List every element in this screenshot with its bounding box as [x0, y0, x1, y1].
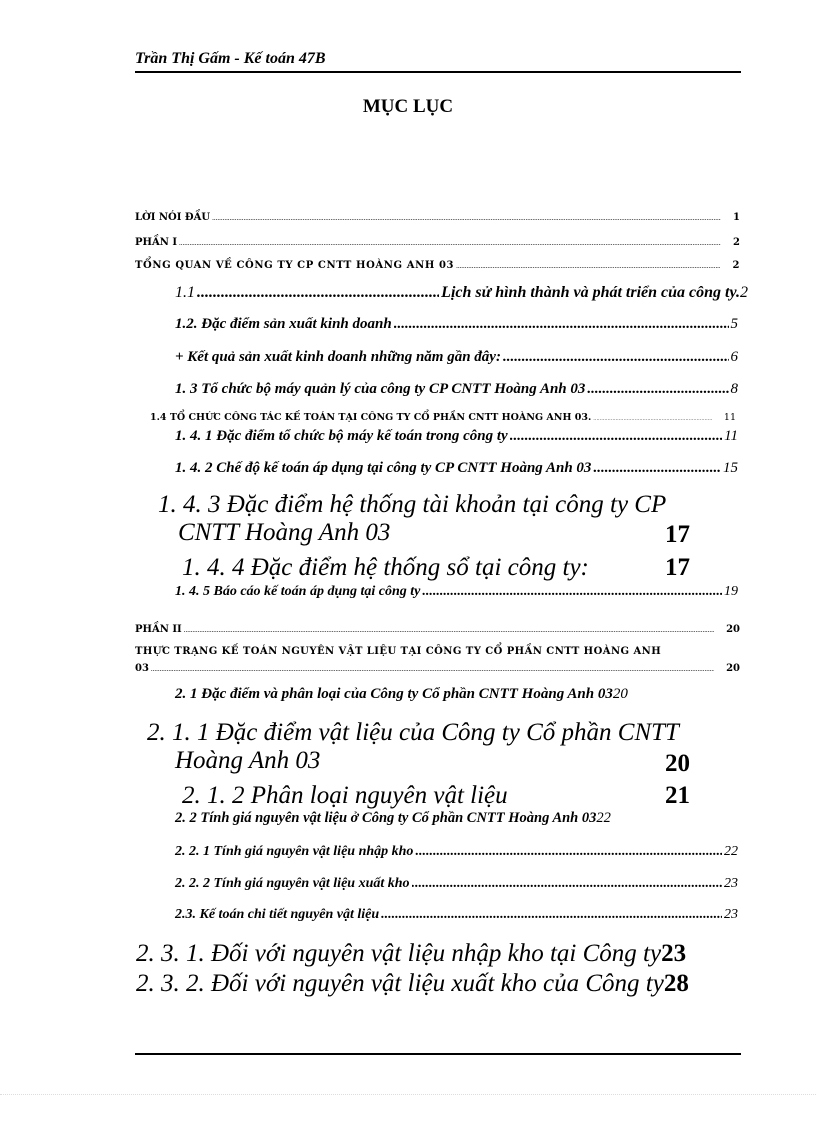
toc-page: 17: [665, 521, 690, 548]
toc-label: PHẦN II: [135, 624, 182, 635]
toc-page: 22: [724, 844, 738, 859]
toc-label: 2.3. Kế toán chi tiết nguyên vật liệu: [175, 907, 380, 922]
toc-leader: [394, 316, 729, 333]
toc-leader: [415, 844, 722, 860]
toc-label: 2. 3. 2. Đối với nguyên vật liệu xuất kho của Công ty: [136, 970, 664, 997]
page-header-author: Trần Thị Gấm - Kế toán 47B: [135, 50, 326, 67]
toc-entry-loi-noi-dau[interactable]: [135, 212, 740, 223]
toc-label: LỜI NÓI ĐẦU: [135, 212, 211, 223]
toc-label: 1.2. Đặc điểm sản xuất kinh doanh: [175, 316, 392, 332]
toc-label: 2. 1. 1 Đặc điểm vật liệu của Công ty Cổ phần CNTT: [147, 719, 679, 746]
toc-label: 2. 1. 2 Phân loại nguyên vật liệu: [182, 782, 508, 809]
toc-page: 21: [665, 782, 690, 809]
toc-page: 2: [733, 237, 740, 248]
toc-label: 1. 4. 4 Đặc điểm hệ thống sổ tại công ty:: [182, 554, 589, 581]
toc-label: 2. 1 Đặc điểm và phân loại của Công ty Cổ phần CNTT Hoàng Anh 03: [175, 686, 613, 702]
toc-label-2: 03: [135, 663, 149, 674]
toc-page: 8: [730, 381, 738, 397]
toc-entry-ket-qua[interactable]: [175, 349, 738, 366]
toc-leader: [593, 412, 712, 423]
toc-page: 2: [740, 284, 748, 301]
toc-leader: [212, 212, 721, 223]
toc-page: 11: [723, 412, 736, 423]
toc-page: 28: [663, 970, 689, 997]
footer-rule: [135, 1053, 741, 1055]
toc-label: 1. 4. 1 Đặc điểm tổ chức bộ máy kế toán trong công ty: [175, 428, 508, 444]
toc-label: 2. 3. 1. Đối với nguyên vật liệu nhập kho tại Công ty: [136, 940, 662, 967]
toc-entry-2-2-1[interactable]: [175, 844, 738, 860]
toc-entry-tong-quan[interactable]: [135, 260, 740, 271]
toc-leader: [197, 284, 439, 302]
toc-entry-2-3[interactable]: [175, 907, 738, 923]
toc-label: PHẦN I: [135, 237, 178, 248]
toc-label: THỰC TRẠNG KẾ TOÁN NGUYÊN VẬT LIỆU TẠI CÔNG TY CỔ PHẦN CNTT HOÀNG ANH: [135, 646, 662, 657]
toc-entry-2-2-2[interactable]: [175, 876, 738, 892]
toc-leader: [593, 460, 721, 477]
toc-label: 1. 4. 3 Đặc điểm hệ thống tài khoản tại công ty CP: [158, 491, 667, 518]
toc-page: 22: [596, 810, 611, 826]
toc-entry-2-1[interactable]: [175, 686, 738, 703]
toc-page: 2: [732, 260, 740, 271]
toc-page: 6: [730, 349, 738, 365]
toc-leader: [422, 584, 722, 600]
toc-label: 1.1: [175, 284, 195, 301]
toc-label: TỔNG QUAN VỀ CÔNG TY CP CNTT HOÀNG ANH 03: [135, 260, 455, 271]
toc-leader: [587, 381, 728, 398]
toc-entry-thuc-trang-line1[interactable]: [135, 646, 740, 657]
page-edge-divider: [0, 1094, 816, 1095]
toc-entry-phan-2[interactable]: [135, 624, 740, 635]
toc-page: 23: [724, 907, 738, 922]
toc-label: 1. 4. 5 Báo cáo kế toán áp dụng tại công ty: [175, 584, 421, 599]
toc-entry-2-1-1[interactable]: [147, 719, 738, 781]
toc-page: 15: [723, 460, 738, 476]
toc-entry-1-2[interactable]: [175, 316, 738, 333]
toc-page: 23: [661, 940, 687, 967]
toc-page: 1: [733, 212, 740, 223]
toc-page: 17: [665, 554, 690, 581]
toc-entry-1-4-3[interactable]: [158, 491, 738, 551]
toc-page: 20: [726, 663, 740, 674]
toc-page: 11: [724, 428, 738, 444]
toc-label-2: Lịch sử hình thành và phát triển của công ty.: [441, 284, 740, 301]
toc-leader: [510, 428, 722, 445]
toc-entry-2-3-1[interactable]: [136, 940, 762, 968]
toc-leader: [381, 907, 722, 923]
page-title: MỤC LỤC: [362, 96, 454, 117]
toc-label: + Kết quả sản xuất kinh doanh những năm gần đây:: [175, 349, 501, 365]
toc-leader: [151, 663, 714, 674]
toc-label-2: Hoàng Anh 03: [175, 747, 321, 774]
toc-label: 2. 2. 2 Tính giá nguyên vật liệu xuất kho: [175, 876, 410, 891]
toc-leader: [503, 349, 729, 366]
toc-leader: [184, 624, 714, 635]
toc-leader: [412, 876, 722, 892]
toc-leader: [179, 237, 721, 248]
toc-label: 1.4 TỔ CHỨC CÔNG TÁC KẾ TOÁN TẠI CÔNG TY CỔ PHẦN CNTT HOÀNG ANH 03.: [150, 412, 592, 423]
toc-page: 20: [665, 750, 690, 777]
toc-entry-phan-1[interactable]: [135, 237, 740, 248]
toc-page: 20: [726, 624, 740, 635]
toc-entry-1-1[interactable]: [175, 284, 748, 302]
toc-label-2: CNTT Hoàng Anh 03: [178, 519, 391, 546]
toc-entry-thuc-trang-line2[interactable]: [135, 663, 740, 674]
toc-page: 23: [724, 876, 738, 891]
toc-label: 2. 2. 1 Tính giá nguyên vật liệu nhập kho: [175, 844, 414, 859]
toc-page: 19: [724, 584, 738, 599]
header-rule: [135, 71, 741, 73]
toc-page: 5: [730, 316, 738, 332]
toc-page: 20: [612, 686, 628, 702]
toc-entry-1-4[interactable]: [150, 412, 736, 423]
toc-entry-2-2[interactable]: [175, 810, 741, 827]
toc-label: 1. 3 Tổ chức bộ máy quản lý của công ty CP CNTT Hoàng Anh 03: [175, 381, 586, 397]
toc-entry-1-4-5[interactable]: [175, 584, 738, 600]
toc-entry-1-4-4[interactable]: [182, 554, 738, 586]
toc-label: 2. 2 Tính giá nguyên vật liệu ở Công ty Cổ phần CNTT Hoàng Anh 03: [175, 810, 597, 826]
toc-entry-1-3[interactable]: [175, 381, 738, 398]
toc-label: 1. 4. 2 Chế độ kế toán áp dụng tại công ty CP CNTT Hoàng Anh 03: [175, 460, 592, 476]
toc-leader: [456, 260, 720, 271]
toc-entry-1-4-2[interactable]: [175, 460, 738, 477]
toc-entry-2-3-2[interactable]: [136, 970, 762, 998]
toc-entry-1-4-1[interactable]: [175, 428, 738, 445]
